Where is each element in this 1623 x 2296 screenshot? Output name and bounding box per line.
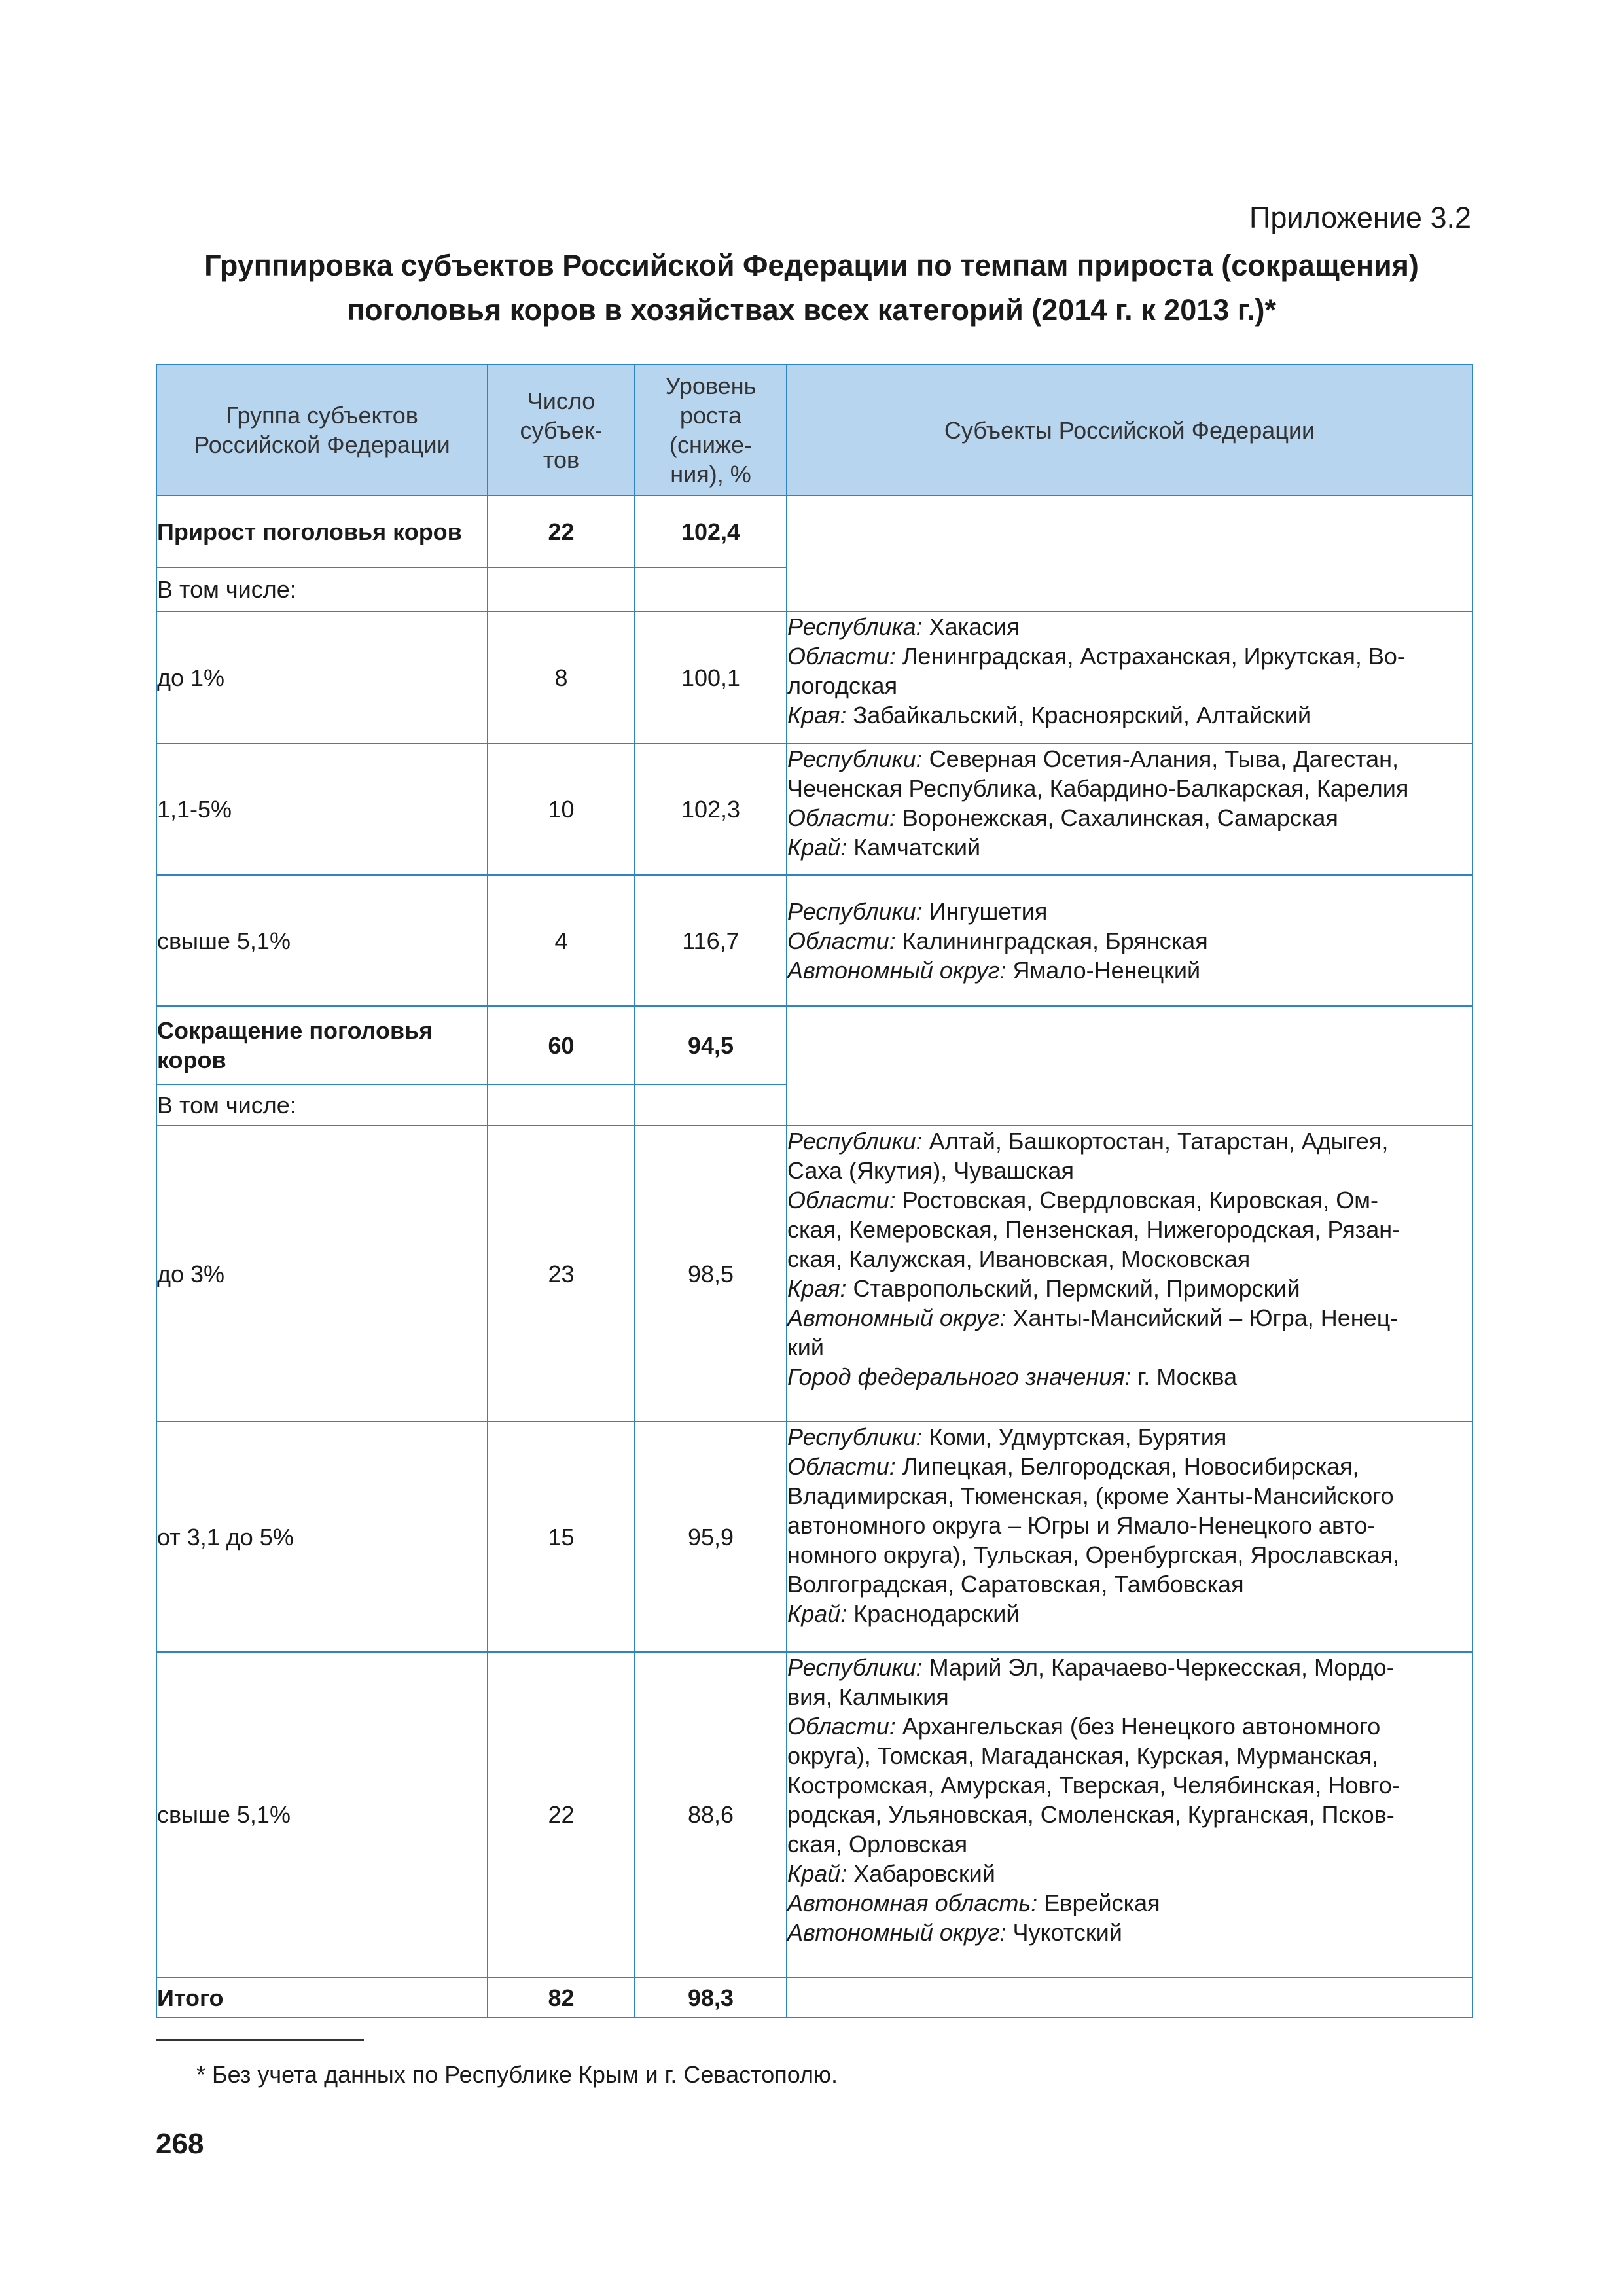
row-subjects <box>787 1422 1472 1652</box>
decline-incl-label: В том числе: <box>156 1085 488 1126</box>
growth-summary-row <box>156 495 1472 567</box>
table-row <box>156 611 1472 744</box>
row-group: свыше 5,1% <box>156 875 488 1006</box>
subjects-text: ская, Орловская <box>787 1831 968 1857</box>
subjects-line <box>787 1481 1472 1511</box>
row-subjects <box>787 744 1472 875</box>
header-level: Уровень роста (сниже- ния), % <box>635 365 787 495</box>
table-row <box>156 744 1472 875</box>
header-count: Число субъек- тов <box>488 365 635 495</box>
decline-subjects-empty <box>787 1006 1472 1126</box>
subjects-text: Ставропольский, Пермский, Приморский <box>846 1275 1300 1302</box>
subjects-line <box>787 641 1472 671</box>
subjects-line <box>787 1274 1472 1303</box>
subjects-category-label: Республики: <box>787 897 923 925</box>
subjects-category-label: Области: <box>787 1453 896 1480</box>
total-subjects-empty <box>787 1977 1472 2018</box>
subjects-category-label: Области: <box>787 804 896 831</box>
subjects-line <box>787 1599 1472 1628</box>
subjects-line <box>787 1452 1472 1481</box>
subjects-text: Ямало-Ненецкий <box>1006 956 1201 984</box>
subjects-text: Ростовская, Свердловская, Кировская, Ом- <box>895 1187 1378 1213</box>
subjects-line <box>787 1303 1472 1333</box>
total-count: 82 <box>488 1977 635 2018</box>
subjects-line <box>787 774 1472 803</box>
table-row <box>156 875 1472 1006</box>
decline-level: 94,5 <box>635 1006 787 1085</box>
row-group: до 3% <box>156 1126 488 1422</box>
subjects-category-label: Край: <box>787 834 847 861</box>
row-level: 95,9 <box>635 1422 787 1652</box>
subjects-text: Хабаровский <box>847 1860 995 1887</box>
subjects-line <box>787 956 1472 985</box>
groups-table <box>156 364 1473 2018</box>
page-number: 268 <box>156 2128 204 2160</box>
subjects-text: округа), Томская, Магаданская, Курская, Мурманская, <box>787 1742 1378 1769</box>
subjects-line <box>787 671 1472 700</box>
table-row <box>156 1422 1472 1652</box>
subjects-text: Марий Эл, Карачаево-Черкесская, Мордо- <box>922 1654 1395 1681</box>
subjects-line <box>787 1570 1472 1599</box>
subjects-line <box>787 1362 1472 1391</box>
total-level: 98,3 <box>635 1977 787 2018</box>
subjects-text: ская, Калужская, Ивановская, Московская <box>787 1246 1251 1272</box>
subjects-category-label: Области: <box>787 927 896 954</box>
subjects-line <box>787 744 1472 774</box>
subjects-category-label: Автономная область: <box>787 1890 1038 1916</box>
subjects-category-label: Области: <box>787 643 896 670</box>
subjects-line <box>787 1126 1472 1156</box>
footnote-divider <box>156 2039 364 2041</box>
row-group: 1,1-5% <box>156 744 488 875</box>
decline-count: 60 <box>488 1006 635 1085</box>
subjects-text: Воронежская, Сахалинская, Самарская <box>895 804 1338 831</box>
total-row <box>156 1977 1472 2018</box>
row-count: 4 <box>488 875 635 1006</box>
subjects-text: Ингушетия <box>922 897 1048 925</box>
subjects-text: Калининградская, Брянская <box>895 927 1208 954</box>
header-group: Группа субъектов Российской Федерации <box>156 365 488 495</box>
subjects-text: Ленинградская, Астраханская, Иркутская, Во- <box>895 643 1405 670</box>
row-level: 88,6 <box>635 1652 787 1977</box>
subjects-line <box>787 1511 1472 1540</box>
subjects-line <box>787 1712 1472 1741</box>
subjects-text: Костромская, Амурская, Тверская, Челябинская, Новго- <box>787 1772 1400 1799</box>
growth-level: 102,4 <box>635 495 787 567</box>
subjects-line <box>787 1653 1472 1682</box>
subjects-text: Забайкальский, Красноярский, Алтайский <box>846 702 1311 728</box>
subjects-category-label: Автономный округ: <box>787 1919 1007 1946</box>
growth-subjects-empty <box>787 495 1472 611</box>
appendix-label: Приложение 3.2 <box>1249 201 1471 234</box>
growth-incl-count <box>488 567 635 611</box>
growth-label: Прирост поголовья коров <box>156 495 488 567</box>
row-subjects <box>787 1652 1472 1977</box>
subjects-text: Владимирская, Тюменская, (кроме Ханты-Мансийского <box>787 1482 1394 1509</box>
row-subjects <box>787 611 1472 744</box>
header-subjects: Субъекты Российской Федерации <box>787 365 1472 495</box>
growth-incl-label: В том числе: <box>156 567 488 611</box>
subjects-line <box>787 1770 1472 1800</box>
header-row <box>156 365 1472 495</box>
row-subjects <box>787 875 1472 1006</box>
subjects-line <box>787 612 1472 641</box>
subjects-text: Камчатский <box>847 834 981 861</box>
subjects-text: Саха (Якутия), Чувашская <box>787 1157 1074 1184</box>
title-line-2: поголовья коров в хозяйствах всех категорий (2014 г. к 2013 г.)* <box>346 293 1277 327</box>
subjects-text: номного округа), Тульская, Оренбургская, Ярославская, <box>787 1541 1400 1568</box>
subjects-category-label: Республики: <box>787 1424 923 1450</box>
decline-incl-count <box>488 1085 635 1126</box>
subjects-text: вия, Калмыкия <box>787 1683 949 1710</box>
subjects-line <box>787 1333 1472 1362</box>
subjects-text: Северная Осетия-Алания, Тыва, Дагестан, <box>922 745 1399 772</box>
subjects-text: Архангельская (без Ненецкого автономного <box>895 1713 1381 1740</box>
growth-incl-level <box>635 567 787 611</box>
footnote: * Без учета данных по Республике Крым и г. Севастополю. <box>196 2061 838 2088</box>
subjects-line <box>787 1215 1472 1244</box>
subjects-category-label: Край: <box>787 1600 847 1627</box>
row-group: от 3,1 до 5% <box>156 1422 488 1652</box>
subjects-category-label: Края: <box>787 1275 847 1302</box>
subjects-line <box>787 897 1472 926</box>
subjects-text: Еврейская <box>1037 1890 1160 1916</box>
row-count: 8 <box>488 611 635 744</box>
subjects-text: Липецкая, Белгородская, Новосибирская, <box>895 1453 1359 1480</box>
subjects-line <box>787 1829 1472 1859</box>
page-title <box>131 243 1492 332</box>
subjects-text: Хакасия <box>922 613 1020 640</box>
subjects-line <box>787 700 1472 730</box>
subjects-text: Чукотский <box>1006 1919 1122 1946</box>
subjects-text: Чеченская Республика, Кабардино-Балкарская, Карелия <box>787 775 1409 802</box>
subjects-category-label: Республики: <box>787 1654 923 1681</box>
subjects-category-label: Республики: <box>787 745 923 772</box>
subjects-line <box>787 1800 1472 1829</box>
subjects-text: автономного округа – Югры и Ямало-Ненецкого авто- <box>787 1512 1376 1539</box>
decline-label: Сокращение поголовья коров <box>156 1006 488 1085</box>
subjects-line <box>787 1244 1472 1274</box>
row-level: 98,5 <box>635 1126 787 1422</box>
subjects-category-label: Республика: <box>787 613 923 640</box>
row-count: 23 <box>488 1126 635 1422</box>
subjects-text: Краснодарский <box>847 1600 1020 1627</box>
row-group: до 1% <box>156 611 488 744</box>
row-group: свыше 5,1% <box>156 1652 488 1977</box>
subjects-category-label: Края: <box>787 702 847 728</box>
row-level: 100,1 <box>635 611 787 744</box>
subjects-line <box>787 1859 1472 1888</box>
subjects-category-label: Город федерального значения: <box>787 1363 1132 1390</box>
subjects-text: Волгоградская, Саратовская, Тамбовская <box>787 1571 1244 1598</box>
title-line-1: Группировка субъектов Российской Федерации по темпам прироста (сокращения) <box>204 249 1419 282</box>
table-row <box>156 1652 1472 1977</box>
subjects-line <box>787 1156 1472 1185</box>
subjects-line <box>787 1185 1472 1215</box>
subjects-line <box>787 1540 1472 1570</box>
subjects-text: ская, Кемеровская, Пензенская, Нижегородская, Рязан- <box>787 1216 1400 1243</box>
subjects-text: Ханты-Мансийский – Югра, Ненец- <box>1006 1304 1399 1331</box>
subjects-line <box>787 1682 1472 1712</box>
subjects-category-label: Край: <box>787 1860 847 1887</box>
subjects-text: г. Москва <box>1131 1363 1238 1390</box>
subjects-text: кий <box>787 1334 824 1361</box>
subjects-category-label: Автономный округ: <box>787 956 1007 984</box>
table-row <box>156 1126 1472 1422</box>
subjects-line <box>787 1741 1472 1770</box>
row-level: 116,7 <box>635 875 787 1006</box>
subjects-line <box>787 1888 1472 1918</box>
row-count: 15 <box>488 1422 635 1652</box>
decline-summary-row <box>156 1006 1472 1085</box>
subjects-line <box>787 1918 1472 1947</box>
row-level: 102,3 <box>635 744 787 875</box>
subjects-line <box>787 1422 1472 1452</box>
subjects-category-label: Автономный округ: <box>787 1304 1007 1331</box>
subjects-text: Коми, Удмуртская, Бурятия <box>922 1424 1227 1450</box>
subjects-category-label: Области: <box>787 1713 896 1740</box>
row-count: 10 <box>488 744 635 875</box>
subjects-text: логодская <box>787 672 898 699</box>
subjects-line <box>787 926 1472 956</box>
subjects-line <box>787 803 1472 833</box>
subjects-text: Алтай, Башкортостан, Татарстан, Адыгея, <box>922 1128 1389 1155</box>
decline-incl-level <box>635 1085 787 1126</box>
subjects-text: родская, Ульяновская, Смоленская, Курганская, Псков- <box>787 1801 1395 1828</box>
growth-count: 22 <box>488 495 635 567</box>
subjects-category-label: Области: <box>787 1187 896 1213</box>
row-count: 22 <box>488 1652 635 1977</box>
row-subjects <box>787 1126 1472 1422</box>
total-label: Итого <box>156 1977 488 2018</box>
subjects-category-label: Республики: <box>787 1128 923 1155</box>
subjects-line <box>787 833 1472 862</box>
